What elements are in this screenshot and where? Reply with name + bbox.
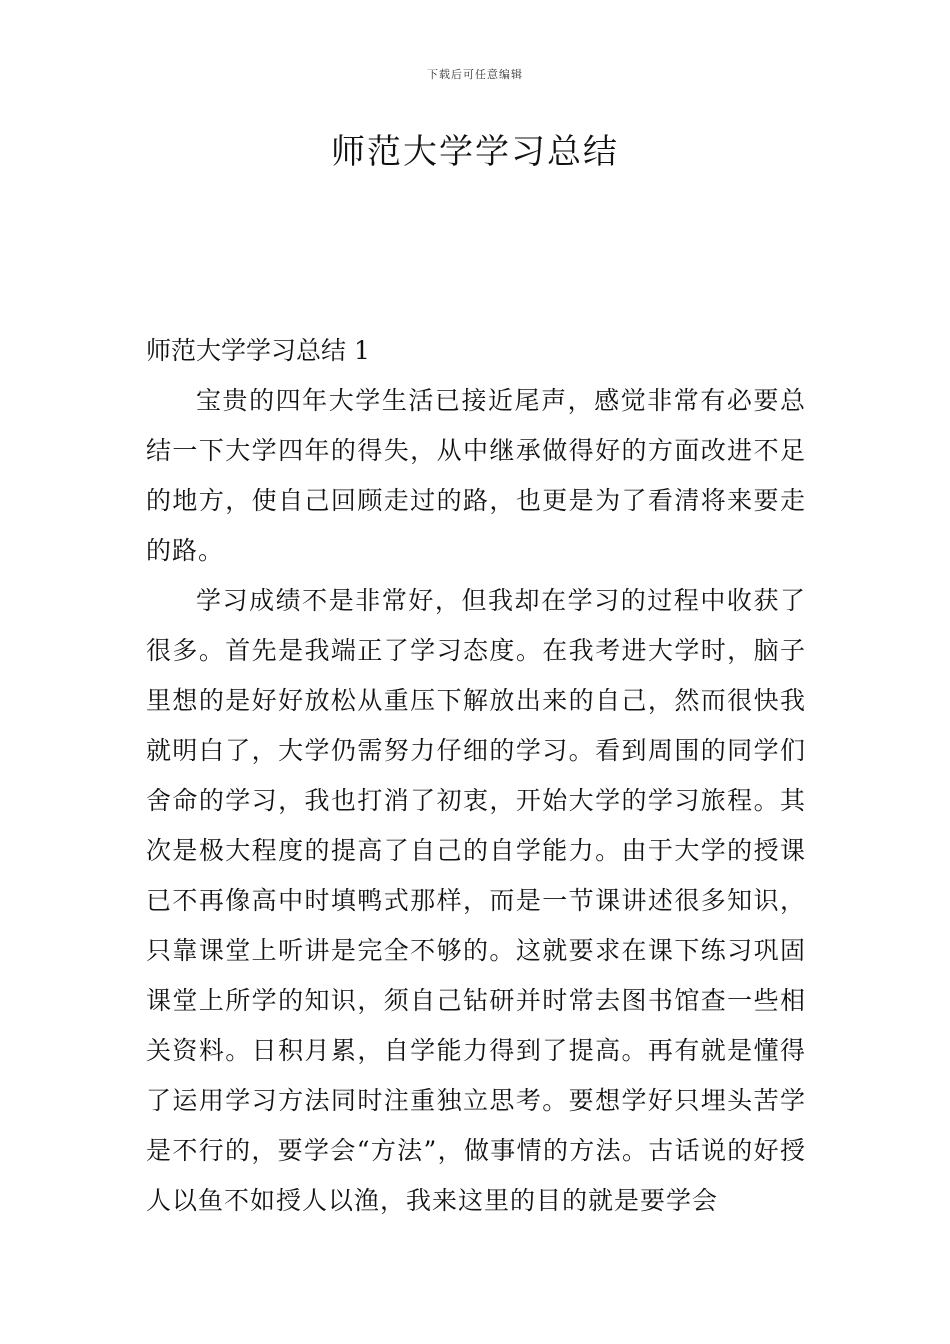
paragraph: 宝贵的四年大学生活已接近尾声，感觉非常有必要总结一下大学四年的得失，从中继承做得好的方面改进不足的地方，使自己回顾走过的路，也更是为了看清将来要走的路。: [146, 386, 806, 565]
header-note: 下载后可任意编辑: [427, 68, 523, 81]
section-title: 师范大学学习总结 1: [146, 336, 370, 365]
document-body: [146, 326, 806, 1226]
paragraph: 学习成绩不是非常好，但我却在学习的过程中收获了很多。首先是我端正了学习态度。在我考进大学时，脑子里想的是好好放松从重压下解放出来的自己，然而很快我就明白了，大学仍需努力仔细的学习。看到周围的同学们舍命的学习，我也打消了初衷，开始大学的学习旅程。其次是极大程度的提高了自己的自学能力。由于大学的授课已不再像高中时填鸭式那样，而是一节课讲述很多知识，只靠课堂上听讲是完全不够的。这就要求在课下练习巩固课堂上所学的知识，须自己钻研并时常去图书馆查一些相关资料。日积月累，自学能力得到了提高。再有就是懂得了运用学习方法同时注重独立思考。要想学好只埋头苦学是不行的，要学会“方法”，做事情的方法。古话说的好授人以鱼不如授人以渔，我来这里的目的就是要学会: [146, 586, 806, 1215]
document-title: 师范大学学习总结: [331, 132, 619, 172]
